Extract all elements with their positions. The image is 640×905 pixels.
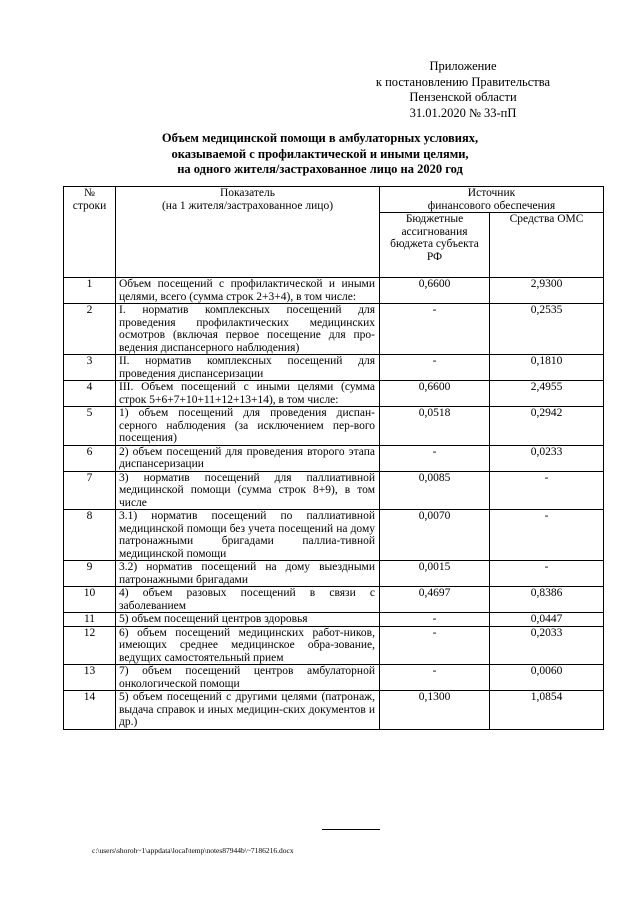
row-oms: 2,4955: [490, 381, 604, 407]
header-budget-line-3: бюджета субъекта: [390, 238, 479, 250]
row-indicator: 2) объем посещений для проведения второго этапа диспансеризации: [116, 445, 380, 471]
row-number: 9: [64, 561, 116, 587]
row-indicator: III. Объем посещений с иными целями (сумма строк 5+6+7+10+11+12+13+14), в том числе:: [116, 381, 380, 407]
file-path: c:\users\shoroh~1\appdata\local\temp\notes87944b\~7186216.docx: [92, 846, 294, 855]
row-budget: -: [380, 355, 490, 381]
row-oms: -: [490, 561, 604, 587]
row-indicator: 3) норматив посещений для паллиативной медицинской помощи (сумма строк 8+9), в том числе: [116, 471, 380, 510]
row-budget: 0,6600: [380, 381, 490, 407]
table-row: [64, 278, 604, 304]
header-funding-source-line-2: финансового обеспечения: [427, 199, 556, 212]
title-line-2: оказываемой с профилактической и иными целями,: [171, 146, 469, 161]
header-indicator-line-2: (на 1 жителя/застрахованное лицо): [161, 199, 334, 212]
row-number: 10: [64, 587, 116, 613]
row-budget: 0,0518: [380, 407, 490, 446]
row-number: 1: [64, 278, 116, 304]
row-indicator: II. норматив комплексных посещений для проведения диспансеризации: [116, 355, 380, 381]
table-row: [64, 407, 604, 446]
row-budget: 0,4697: [380, 587, 490, 613]
table-row: [64, 304, 604, 355]
title-line-3: на одного жителя/застрахованное лицо на 2020 год: [177, 162, 463, 176]
row-oms: 0,1810: [490, 355, 604, 381]
row-number: 7: [64, 471, 116, 510]
row-number: 8: [64, 510, 116, 561]
footer-divider: [322, 829, 380, 830]
header-oms: Средства ОМС: [490, 213, 604, 278]
row-oms: -: [490, 510, 604, 561]
row-budget: -: [380, 304, 490, 355]
row-oms: 0,2535: [490, 304, 604, 355]
header-budget-line-4: РФ: [426, 250, 443, 263]
row-oms: 0,0233: [490, 445, 604, 471]
table-row: [64, 665, 604, 691]
row-budget: 0,1300: [380, 691, 490, 730]
row-oms: -: [490, 471, 604, 510]
row-indicator: 1) объем посещений для проведения диспан-серного наблюдения (за исключением пер-вого посещения): [116, 407, 380, 446]
row-indicator: 3.2) норматив посещений на дому выездными патронажными бригадами: [116, 561, 380, 587]
header-funding-source-line-1: Источник: [467, 187, 516, 199]
header-indicator: [116, 187, 380, 278]
row-budget: -: [380, 626, 490, 665]
header-budget-line-1: Бюджетные: [405, 213, 464, 225]
header-row-number-line-2: строки: [72, 199, 107, 212]
table-row: [64, 355, 604, 381]
row-indicator: 5) объем посещений центров здоровья: [116, 613, 380, 627]
row-budget: 0,0015: [380, 561, 490, 587]
row-oms: 1,0854: [490, 691, 604, 730]
row-budget: 0,0070: [380, 510, 490, 561]
appendix-line-4: 31.01.2020 № 33-пП: [409, 105, 517, 120]
header-row-number: [64, 187, 116, 278]
header-row-number-line-1: №: [84, 187, 95, 199]
table-row: [64, 381, 604, 407]
row-indicator: 3.1) норматив посещений по паллиативной медицинской помощи без учета посещений на дому патронажными бригадами паллиа-тивной медицинской помощи: [116, 510, 380, 561]
appendix-block: [348, 59, 578, 121]
table-row: [64, 626, 604, 665]
row-budget: -: [380, 665, 490, 691]
row-oms: 2,9300: [490, 278, 604, 304]
row-oms: 0,2942: [490, 407, 604, 446]
header-indicator-line-1: Показатель: [219, 187, 276, 199]
row-indicator: Объем посещений с профилактической и иными целями, всего (сумма строк 2+3+4), в том числе:: [116, 278, 380, 304]
title-line-1: Объем медицинской помощи в амбулаторных условиях,: [161, 131, 479, 145]
header-funding-source: [380, 187, 604, 213]
appendix-line-3: Пензенской области: [409, 90, 517, 104]
header-budget: [380, 213, 490, 278]
row-budget: -: [380, 613, 490, 627]
appendix-line-1: Приложение: [429, 59, 497, 73]
appendix-line-2: к постановлению Правительства: [375, 74, 551, 89]
row-indicator: I. норматив комплексных посещений для проведения профилактических медицинских осмотров (включая первое посещение для про-ведения диспансерного наблюдения): [116, 304, 380, 355]
row-oms: 0,0447: [490, 613, 604, 627]
table-row: [64, 445, 604, 471]
volume-table: [63, 186, 604, 730]
row-number: 5: [64, 407, 116, 446]
row-oms: 0,2033: [490, 626, 604, 665]
row-indicator: 4) объем разовых посещений в связи с заболеванием: [116, 587, 380, 613]
row-indicator: 5) объем посещений с другими целями (патронаж, выдача справок и иных медицин-ских документов и др.): [116, 691, 380, 730]
row-budget: 0,6600: [380, 278, 490, 304]
header-budget-line-2: ассигнования: [401, 225, 468, 238]
row-number: 4: [64, 381, 116, 407]
row-number: 2: [64, 304, 116, 355]
table-row: [64, 510, 604, 561]
row-number: 6: [64, 445, 116, 471]
row-number: 3: [64, 355, 116, 381]
table-row: [64, 691, 604, 730]
row-number: 11: [64, 613, 116, 627]
table-row: [64, 471, 604, 510]
table-row: [64, 561, 604, 587]
row-indicator: 7) объем посещений центров амбулаторной онкологической помощи: [116, 665, 380, 691]
row-number: 13: [64, 665, 116, 691]
row-number: 12: [64, 626, 116, 665]
table-row: [64, 613, 604, 627]
row-indicator: 6) объем посещений медицинских работ-ников, имеющих среднее медицинское обра-зование, ведущих самостоятельный прием: [116, 626, 380, 665]
row-budget: -: [380, 445, 490, 471]
table-row: [64, 587, 604, 613]
row-oms: 0,0060: [490, 665, 604, 691]
row-oms: 0,8386: [490, 587, 604, 613]
row-number: 14: [64, 691, 116, 730]
row-budget: 0,0085: [380, 471, 490, 510]
document-title: [90, 131, 550, 178]
